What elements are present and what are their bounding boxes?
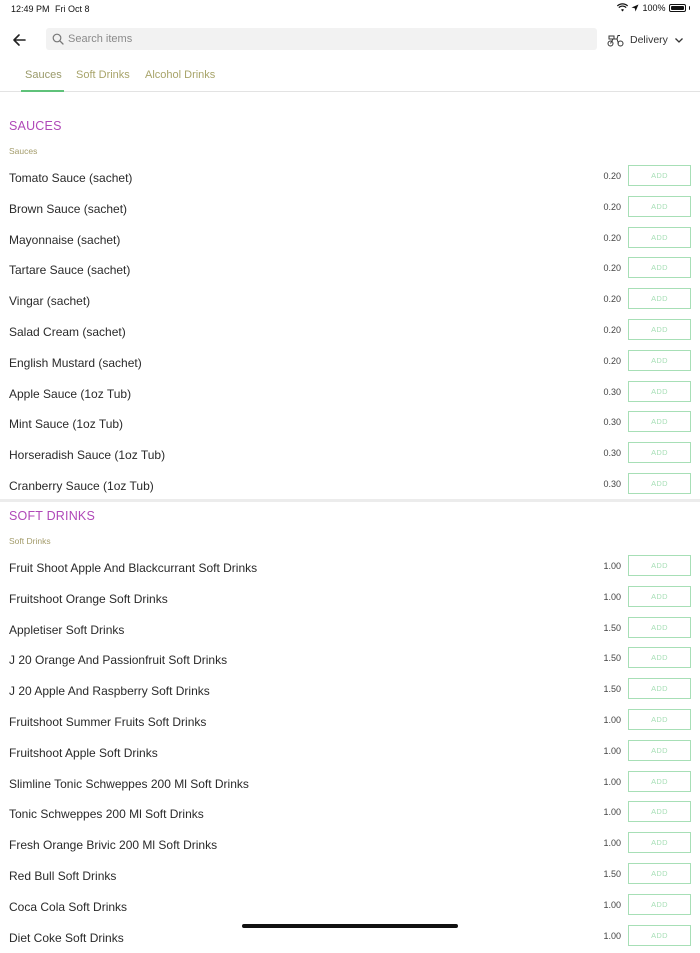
item-name: Fruit Shoot Apple And Blackcurrant Soft Drinks xyxy=(9,561,258,575)
item-name: Vingar (sachet) xyxy=(9,294,91,309)
add-button[interactable]: ADD xyxy=(628,863,691,884)
back-arrow-icon xyxy=(10,30,30,50)
list-item xyxy=(0,254,700,285)
tab-soft-drinks[interactable]: Soft Drinks xyxy=(76,69,130,81)
item-name: Mint Sauce (1oz Tub) xyxy=(9,417,124,432)
list-item xyxy=(0,193,700,224)
back-button[interactable] xyxy=(10,30,30,50)
list-item xyxy=(0,583,700,614)
list-item xyxy=(0,347,700,378)
search-input[interactable] xyxy=(68,33,568,45)
item-price: 0.30 xyxy=(603,386,621,397)
item-price: 0.20 xyxy=(603,232,621,243)
list-item xyxy=(0,552,700,583)
battery-percent: 100% xyxy=(642,3,666,13)
section-title: SOFT DRINKS xyxy=(9,509,96,523)
add-button[interactable]: ADD xyxy=(628,319,691,340)
item-name: Red Bull Soft Drinks xyxy=(9,869,117,883)
status-time: 12:49 PM xyxy=(11,4,50,14)
search-icon xyxy=(52,33,64,45)
item-name: Diet Coke Soft Drinks xyxy=(9,930,124,945)
list-item xyxy=(0,891,700,922)
item-name: Fruitshoot Apple Soft Drinks xyxy=(9,745,158,760)
item-price: 0.30 xyxy=(603,417,621,428)
tab-sauces[interactable]: Sauces xyxy=(25,69,62,81)
add-button[interactable]: ADD xyxy=(628,442,691,463)
delivery-label: Delivery xyxy=(630,34,668,46)
top-bar xyxy=(0,28,700,52)
item-price: 0.20 xyxy=(603,355,621,366)
add-button[interactable]: ADD xyxy=(628,678,691,699)
add-button[interactable]: ADD xyxy=(628,925,691,946)
status-indicators xyxy=(617,3,690,13)
item-price: 1.00 xyxy=(603,745,621,756)
item-name: Tonic Schweppes 200 Ml Soft Drinks xyxy=(9,807,204,822)
section-title: SAUCES xyxy=(9,119,62,133)
list-item xyxy=(0,224,700,255)
status-bar xyxy=(0,0,700,18)
item-name: Appletiser Soft Drinks xyxy=(9,622,125,637)
list-item xyxy=(0,614,700,645)
item-price: 1.00 xyxy=(603,838,621,849)
add-button[interactable]: ADD xyxy=(628,894,691,915)
add-button[interactable]: ADD xyxy=(628,381,691,402)
search-bar[interactable] xyxy=(46,28,597,50)
item-name: Tartare Sauce (sachet) xyxy=(9,263,131,278)
section-divider xyxy=(0,499,700,502)
list-item xyxy=(0,829,700,860)
item-price: 0.20 xyxy=(603,263,621,274)
list-item xyxy=(0,162,700,193)
item-price: 1.00 xyxy=(603,807,621,818)
item-name: Brown Sauce (sachet) xyxy=(9,201,128,216)
chevron-down-icon xyxy=(674,35,684,45)
list-item xyxy=(0,316,700,347)
item-price: 1.50 xyxy=(603,869,621,879)
item-name: Fresh Orange Brivic 200 Ml Soft Drinks xyxy=(9,838,218,853)
list-item xyxy=(0,470,700,501)
item-name: Mayonnaise (sachet) xyxy=(9,232,121,247)
add-button[interactable]: ADD xyxy=(628,165,691,186)
add-button[interactable]: ADD xyxy=(628,801,691,822)
category-tabs xyxy=(0,63,700,92)
delivery-selector[interactable] xyxy=(607,30,684,50)
item-price: 0.20 xyxy=(603,201,621,212)
item-price: 1.00 xyxy=(603,715,621,725)
item-name: Horseradish Sauce (1oz Tub) xyxy=(9,448,166,463)
item-name: Tomato Sauce (sachet) xyxy=(9,171,133,185)
item-price: 1.00 xyxy=(603,930,621,941)
status-date: Fri Oct 8 xyxy=(55,4,90,14)
item-price: 1.00 xyxy=(603,561,621,571)
list-item xyxy=(0,675,700,706)
item-price: 1.00 xyxy=(603,591,621,602)
item-price: 0.30 xyxy=(603,479,621,489)
battery-icon xyxy=(669,4,686,12)
wifi-icon xyxy=(617,4,628,12)
item-name: Coca Cola Soft Drinks xyxy=(9,899,128,914)
location-arrow-icon xyxy=(631,4,639,12)
tab-alcohol-drinks[interactable]: Alcohol Drinks xyxy=(145,69,216,81)
item-name: Slimline Tonic Schweppes 200 Ml Soft Drinks xyxy=(9,776,249,791)
section-subtitle: Sauces xyxy=(9,146,38,156)
add-button[interactable]: ADD xyxy=(628,740,691,761)
scooter-icon xyxy=(607,34,624,47)
item-name: Fruitshoot Summer Fruits Soft Drinks xyxy=(9,715,207,729)
item-name: J 20 Orange And Passionfruit Soft Drinks xyxy=(9,653,228,668)
active-tab-indicator xyxy=(21,90,64,92)
add-button[interactable]: ADD xyxy=(628,473,691,494)
list-item xyxy=(0,285,700,316)
list-item xyxy=(0,706,700,737)
item-name: Fruitshoot Orange Soft Drinks xyxy=(9,591,168,606)
home-indicator xyxy=(242,924,458,928)
add-button[interactable]: ADD xyxy=(628,771,691,792)
list-item xyxy=(0,408,700,439)
item-name: Salad Cream (sachet) xyxy=(9,325,126,339)
section-subtitle: Soft Drinks xyxy=(9,536,51,546)
list-item xyxy=(0,644,700,675)
list-item xyxy=(0,768,700,799)
item-price: 0.20 xyxy=(603,294,621,305)
item-price: 0.30 xyxy=(603,448,621,459)
list-item xyxy=(0,860,700,891)
item-price: 0.20 xyxy=(603,325,621,335)
add-button[interactable]: ADD xyxy=(628,288,691,309)
item-price: 1.50 xyxy=(603,622,621,633)
list-item xyxy=(0,378,700,409)
add-button[interactable]: ADD xyxy=(628,555,691,576)
add-button[interactable]: ADD xyxy=(628,411,691,432)
add-button[interactable]: ADD xyxy=(628,257,691,278)
item-price: 0.20 xyxy=(603,171,621,181)
list-item xyxy=(0,798,700,829)
add-button[interactable]: ADD xyxy=(628,709,691,730)
add-button[interactable]: ADD xyxy=(628,196,691,217)
add-button[interactable]: ADD xyxy=(628,617,691,638)
add-button[interactable]: ADD xyxy=(628,227,691,248)
add-button[interactable]: ADD xyxy=(628,350,691,371)
item-name: Apple Sauce (1oz Tub) xyxy=(9,386,132,401)
battery-tip xyxy=(689,6,691,10)
item-name: J 20 Apple And Raspberry Soft Drinks xyxy=(9,684,210,699)
add-button[interactable]: ADD xyxy=(628,832,691,853)
list-item xyxy=(0,737,700,768)
item-name: English Mustard (sachet) xyxy=(9,355,142,370)
item-price: 1.50 xyxy=(603,684,621,695)
item-price: 1.00 xyxy=(603,776,621,787)
item-price: 1.00 xyxy=(603,899,621,910)
item-price: 1.50 xyxy=(603,653,621,664)
add-button[interactable]: ADD xyxy=(628,586,691,607)
list-item xyxy=(0,439,700,470)
item-name: Cranberry Sauce (1oz Tub) xyxy=(9,479,154,493)
add-button[interactable]: ADD xyxy=(628,647,691,668)
